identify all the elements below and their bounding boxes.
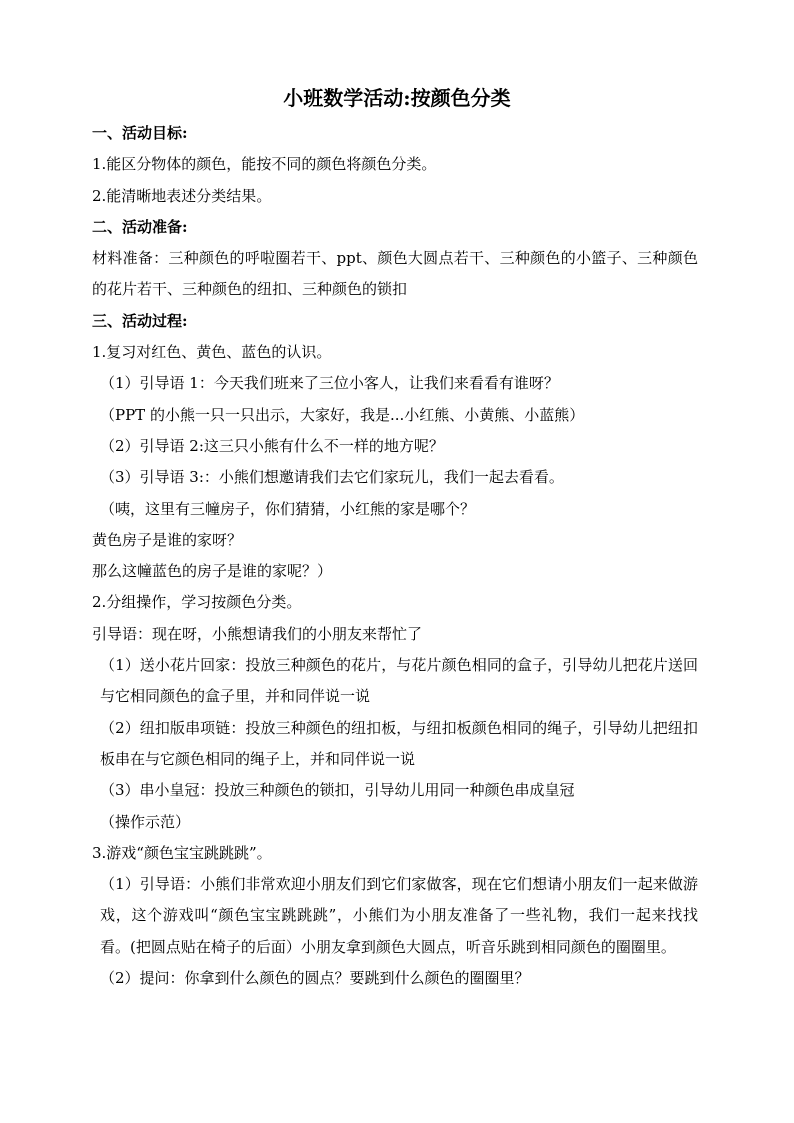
document-body bbox=[92, 118, 698, 994]
paragraph-line: 黄色房子是谁的家呀？ bbox=[92, 530, 243, 549]
section-heading-process: 三、活动过程: bbox=[92, 311, 188, 330]
paragraph-line: 2.分组操作，学习按颜色分类。 bbox=[92, 593, 302, 612]
paragraph-button-necklace: （2）纽扣版串项链：投放三种颜色的纽扣板，与纽扣板颜色相同的绳子，引导幼儿把纽扣板串在与它颜色相同的绳子上，并和同伴说一说 bbox=[100, 718, 698, 768]
paragraph-materials: 材料准备：三种颜色的呼啦圈若干、ppt、颜色大圆点若干、三种颜色的小篮子、三种颜色的花片若干、三种颜色的纽扣、三种颜色的锁扣 bbox=[92, 249, 698, 299]
section-heading-goals: 一、活动目标: bbox=[92, 124, 188, 142]
paragraph-line: （操作示范） bbox=[100, 812, 191, 831]
paragraph-line: （2）提问：你拿到什么颜色的圆点？要跳到什么颜色的圈圈里？ bbox=[100, 969, 530, 988]
paragraph-line: （PPT 的小熊一只一只出示，大家好，我是...小红熊、小黄熊、小蓝熊） bbox=[100, 405, 585, 424]
document-title: 小班数学活动:按颜色分类 bbox=[283, 86, 511, 110]
paragraph-line: 2.能清晰地表述分类结果。 bbox=[92, 186, 272, 205]
paragraph-line: 1.能区分物体的颜色，能按不同的颜色将颜色分类。 bbox=[92, 155, 437, 174]
paragraph-game-intro: （1）引导语：小熊们非常欢迎小朋友们到它们家做客，现在它们想请小朋友们一起来做游戏，这个游戏叫“颜色宝宝跳跳跳”，小熊们为小朋友准备了一些礼物，我们一起来找找看。(把圆点贴在椅子的后面）小朋友拿到颜色大圆点，听音乐跳到相同颜色的圈圈里。 bbox=[100, 875, 698, 956]
paragraph-line: 引导语：现在呀，小熊想请我们的小朋友来帮忙了 bbox=[92, 624, 423, 643]
paragraph-flower-pieces: （1）送小花片回家：投放三种颜色的花片，与花片颜色相同的盒子，引导幼儿把花片送回与它相同颜色的盒子里，并和同伴说一说 bbox=[100, 656, 698, 706]
paragraph-line: （咦，这里有三幢房子，你们猜猜，小红熊的家是哪个？ bbox=[100, 499, 476, 518]
paragraph-line: （2）引导语 2:这三只小熊有什么不一样的地方呢？ bbox=[100, 436, 444, 455]
paragraph-line: 3.游戏“颜色宝宝跳跳跳”。 bbox=[92, 843, 272, 862]
paragraph-line: （1）引导语 1：今天我们班来了三位小客人，让我们来看看有谁呀？ bbox=[100, 374, 559, 393]
section-heading-preparation: 二、活动准备: bbox=[92, 217, 188, 236]
paragraph-line: （3）引导语 3:：小熊们想邀请我们去它们家玩儿，我们一起去看看。 bbox=[100, 468, 564, 487]
paragraph-line: 那么这幢蓝色的房子是谁的家呢？） bbox=[92, 562, 333, 581]
paragraph-line: （3）串小皇冠：投放三种颜色的锁扣，引导幼儿用同一种颜色串成皇冠 bbox=[100, 781, 575, 800]
paragraph-line: 1.复习对红色、黄色、蓝色的认识。 bbox=[92, 343, 332, 362]
